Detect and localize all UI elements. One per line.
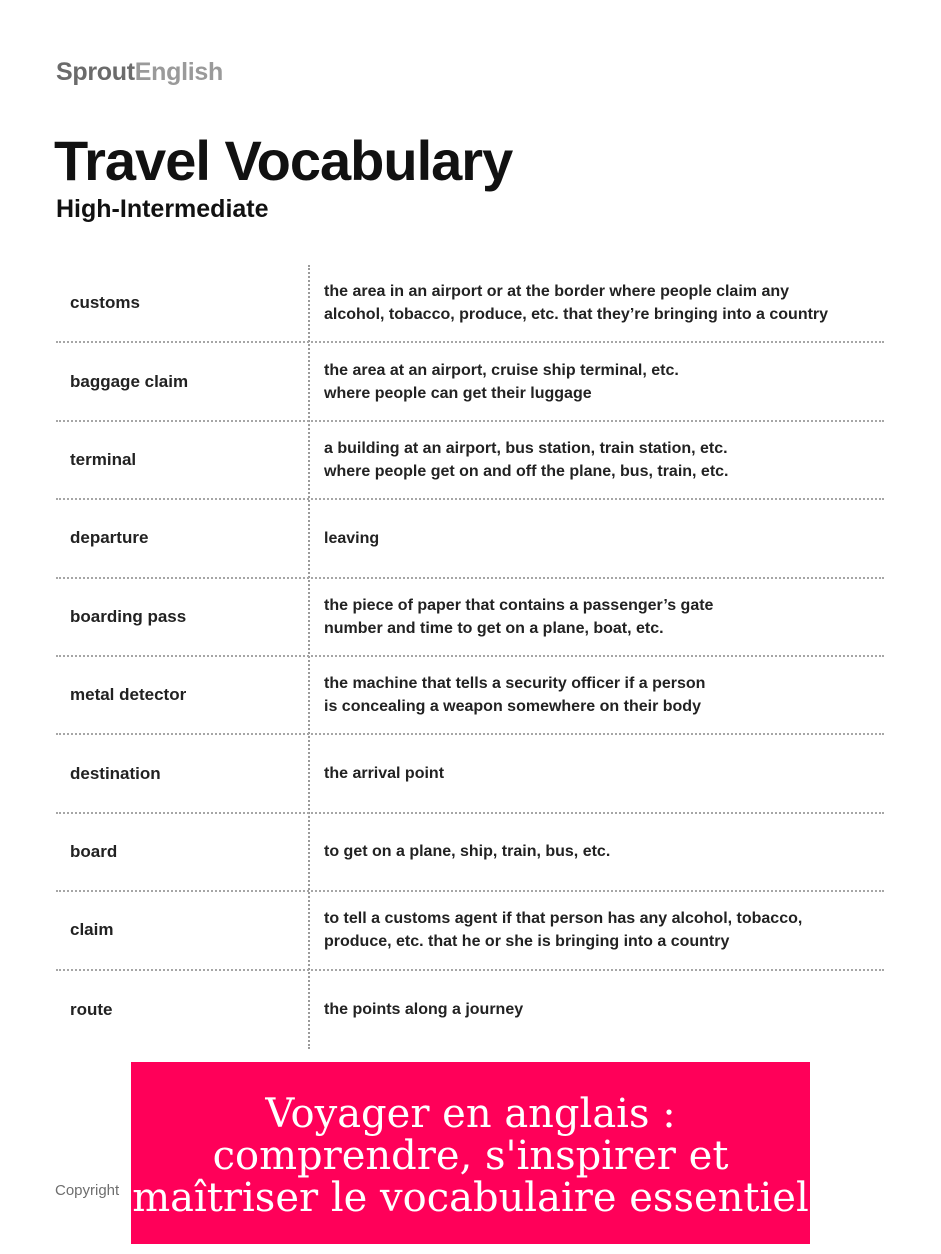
table-row — [56, 892, 884, 970]
brand-part-1: Sprout — [56, 58, 135, 86]
page-title: Travel Vocabulary — [54, 129, 513, 192]
vocab-term: claim — [70, 920, 114, 940]
vocab-definition: the points along a journey — [324, 1001, 524, 1019]
vocab-definition: the piece of paper that contains a passenger’s gate number and time to get on a plane, boat, etc. — [324, 596, 714, 637]
table-row — [56, 500, 884, 578]
page-subtitle: High-Intermediate — [56, 195, 269, 223]
brand-part-2: English — [134, 58, 223, 86]
vocab-term: baggage claim — [70, 371, 189, 391]
caption-banner-text: Voyager en anglais : comprendre, s'inspirer et maîtriser le vocabulaire essentiel — [132, 1091, 809, 1221]
brand-logo — [56, 58, 223, 87]
table-row — [56, 265, 884, 343]
vocab-definition: the machine that tells a security officer if a person is concealing a weapon somewhere on their body — [324, 675, 706, 716]
vocab-term: boarding pass — [70, 606, 187, 626]
vocab-term: metal detector — [70, 685, 187, 705]
vocabulary-table — [56, 265, 884, 1049]
vocab-definition: a building at an airport, bus station, train station, etc. where people get on and off the plane, bus, train, etc. — [324, 439, 729, 480]
vocab-definition: to tell a customs agent if that person has any alcohol, tobacco, produce, etc. that he or she is bringing into a country — [324, 910, 803, 951]
vocab-term: destination — [70, 763, 161, 783]
table-row — [56, 579, 884, 657]
vocab-term: terminal — [70, 449, 137, 469]
vocab-definition: the area at an airport, cruise ship terminal, etc. where people can get their luggage — [324, 361, 679, 402]
table-row — [56, 422, 884, 500]
vocab-term: departure — [70, 528, 149, 548]
table-row — [56, 343, 884, 421]
table-row — [56, 971, 884, 1049]
caption-banner — [131, 1062, 810, 1244]
vocab-term: board — [70, 841, 118, 861]
table-row — [56, 657, 884, 735]
table-row — [56, 814, 884, 892]
table-row — [56, 735, 884, 813]
vocab-term: customs — [70, 293, 140, 313]
vocab-definition: leaving — [324, 529, 380, 547]
vocab-term: route — [70, 999, 113, 1019]
vocab-definition: to get on a plane, ship, train, bus, etc. — [324, 843, 611, 861]
copyright-text: Copyright — [55, 1182, 120, 1199]
vocab-definition: the arrival point — [324, 765, 445, 783]
vocab-definition: the area in an airport or at the border where people claim any alcohol, tobacco, produce, etc. that they’re bringing into a country — [324, 283, 829, 324]
